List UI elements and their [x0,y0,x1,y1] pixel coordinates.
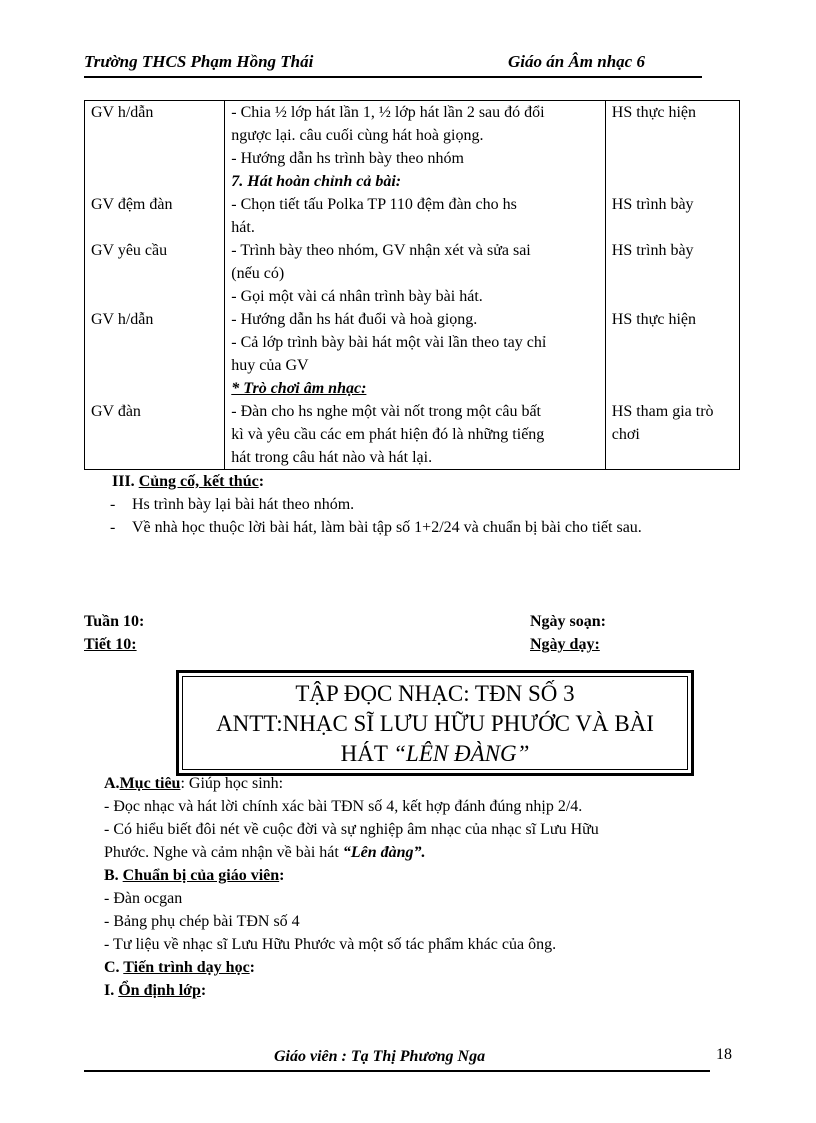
week-label: Tuần 10: [84,613,145,630]
consolidation-section [112,470,642,539]
table-row [85,101,740,470]
teacher-activity-cell: GV h/dẫn GV đệm đàn GV yêu cầu GV h/dẫn GV đàn [85,101,225,470]
content-cell: - Chia ½ lớp hát lần 1, ½ lớp hát lần 2 sau đó đổi ngược lại. câu cuối cùng hát hoà giọng. - Hướng dẫn hs trình bày theo nhóm 7. Hát hoàn chỉnh cả bài: - Chọn tiết tấu Polka TP 110 đệm đàn cho hs hát. - Trình bày theo nhóm, GV nhận xét và sửa sai (nếu có) - Gọi một vài cá nhân trình bày bài hát. - Hướng dẫn hs hát đuổi và hoà giọng. - Cả lớp trình bày bài hát một vài lần theo tay chỉ huy của GV * Trò chơi âm nhạc: - Đàn cho hs nghe một vài nốt trong một câu bất kì và yêu cầu các em phát hiện đó là những tiếng hát trong câu hát nào và hát lại. [225,101,605,470]
student-activity-cell: HS thực hiện HS trình bày HS trình bày HS thực hiện HS tham gia trò chơi [605,101,739,470]
week-info [84,610,144,656]
section-heading-music-game: * Trò chơi âm nhạc: [231,380,367,397]
process-heading: C. Tiến trình dạy học: [104,959,255,976]
objectives-heading: A.Mục tiêu: Giúp học sinh: [104,775,284,792]
title-line-2: ANTT:NHẠC SĨ LƯU HỮU PHƯỚC VÀ BÀI [216,711,654,736]
lesson-title-box [176,670,694,776]
title-line-3: HÁT “LÊN ĐÀNG” [340,741,530,766]
page-header [84,52,702,78]
song-title: “LÊN ĐÀNG” [393,741,530,766]
objective-line: - Đọc nhạc và hát lời chính xác bài TĐN số 4, kết hợp đánh đúng nhịp 2/4. [104,798,583,815]
compose-date-label: Ngày soạn: [530,613,607,630]
lesson-activity-table [84,100,740,470]
list-item: - Hs trình bày lại bài hát theo nhóm. [110,496,355,513]
section-heading: III. Củng cố, kết thúc: [112,473,265,490]
school-name: Trường THCS Phạm Hồng Thái [84,52,314,71]
list-item: - Về nhà học thuộc lời bài hát, làm bài tập số 1+2/24 và chuẩn bị bài cho tiết sau. [110,519,642,536]
date-info [530,610,606,656]
page-number: 18 [716,1046,732,1063]
period-label: Tiết 10: [84,636,137,653]
page-footer [84,1048,710,1072]
lesson-body [104,772,744,1002]
teach-date-label: Ngày dạy: [530,636,600,653]
section-heading-complete-song: 7. Hát hoàn chỉnh cả bài: [231,173,402,190]
song-title-inline: “Lên đàng”. [342,844,426,861]
subject-title: Giáo án Âm nhạc 6 [508,52,645,71]
preparation-heading: B. Chuẩn bị của giáo viên: [104,867,285,884]
teacher-name: Giáo viên : Tạ Thị Phương Nga [274,1048,486,1065]
objective-line: - Có hiểu biết đôi nét về cuộc đời và sự nghiệp âm nhạc của nhạc sĩ Lưu Hữu [104,821,599,838]
objective-line: Phước. Nghe và cảm nhận về bài hát “Lên đàng”. [104,844,426,861]
title-line-1: TẬP ĐỌC NHẠC: TĐN SỐ 3 [295,681,575,706]
list-item: - Đàn ocgan [104,890,183,907]
stabilize-heading: I. Ổn định lớp: [104,982,207,999]
list-item: - Bảng phụ chép bài TĐN số 4 [104,913,300,930]
list-item: - Tư liệu về nhạc sĩ Lưu Hữu Phước và một số tác phẩm khác của ông. [104,936,557,953]
